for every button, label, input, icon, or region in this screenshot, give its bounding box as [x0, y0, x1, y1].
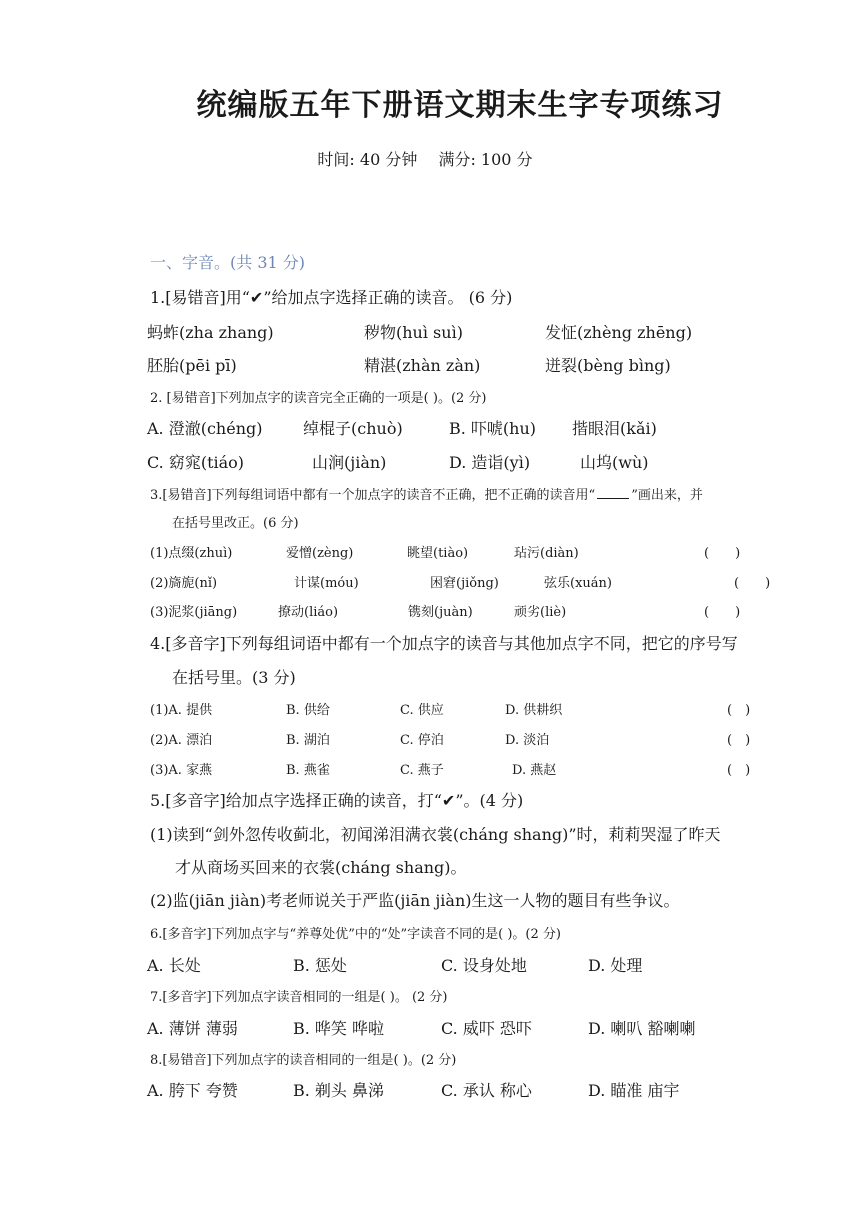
- q5-sentence: (1)读到“剑外忽传收蓟北，初闻涕泪满衣裳(cháng shang)”时，莉莉哭湿了昨天: [150, 825, 721, 844]
- question-3-stem: [150, 484, 703, 503]
- q1-item: 秽物(huì suì): [364, 323, 463, 342]
- exam-meta: [0, 147, 850, 170]
- q8-option: A. 胯下 夸赞: [147, 1081, 238, 1100]
- q3-stem-part: ”画出来，并: [631, 488, 703, 503]
- q3-item: 计谋(móu): [294, 576, 359, 591]
- q7-option: B. 哗笑 哗啦: [293, 1019, 385, 1038]
- q1-item: 胚胎(pēi pī): [147, 356, 237, 375]
- q1-item: 迸裂(bèng bìng): [545, 356, 671, 375]
- q4-option: (3)A. 家燕: [150, 763, 213, 778]
- q3-item: (2)旖旎(nǐ): [150, 576, 218, 591]
- q8-option: B. 剃头 鼻涕: [293, 1081, 385, 1100]
- q2-option: 山坞(wù): [580, 453, 649, 472]
- q6-option: A. 长处: [147, 956, 201, 975]
- question-7-stem: 7.[多音字]下列加点字读音相同的一组是( )。 (2 分): [150, 990, 448, 1005]
- question-4-stem: 4.[多音字]下列每组词语中都有一个加点字的读音与其他加点字不同，把它的序号写: [150, 634, 738, 653]
- answer-bracket: ( ): [704, 546, 741, 561]
- q3-item: 弦乐(xuán): [544, 576, 612, 591]
- question-4-stem-cont: 在括号里。(3 分): [172, 668, 296, 687]
- q3-item: (1)点缀(zhuì): [150, 546, 233, 561]
- q1-item: 发怔(zhèng zhēng): [545, 323, 693, 342]
- q6-option: C. 设身处地: [441, 956, 527, 975]
- answer-bracket: ( ): [704, 605, 741, 620]
- q6-option: B. 惩处: [293, 956, 347, 975]
- q3-item: 眺望(tiào): [407, 546, 469, 561]
- q1-item: 精湛(zhàn zàn): [364, 356, 481, 375]
- q2-option: B. 吓唬(hu): [449, 419, 537, 438]
- q7-option: C. 威吓 恐吓: [441, 1019, 532, 1038]
- question-5-stem: 5.[多音字]给加点字选择正确的读音，打“✔”。(4 分): [150, 791, 524, 810]
- q4-option: B. 湖泊: [286, 733, 330, 748]
- question-6-stem: 6.[多音字]下列加点字与“养尊处优”中的“处”字读音不同的是( )。(2 分): [150, 927, 561, 942]
- q8-option: D. 瞄准 庙宇: [588, 1081, 680, 1100]
- answer-bracket: ( ): [727, 733, 751, 748]
- q6-option: D. 处理: [588, 956, 643, 975]
- answer-bracket: ( ): [727, 703, 751, 718]
- q4-option: C. 停泊: [400, 733, 444, 748]
- q4-option: B. 供给: [286, 703, 330, 718]
- q3-item: 玷污(diàn): [514, 546, 579, 561]
- q4-option: D. 燕赵: [512, 763, 557, 778]
- q7-option: D. 喇叭 豁喇喇: [588, 1019, 696, 1038]
- question-8-stem: 8.[易错音]下列加点字的读音相同的一组是( )。(2 分): [150, 1053, 457, 1068]
- question-2-stem: 2. [易错音]下列加点字的读音完全正确的一项是( )。(2 分): [150, 391, 487, 406]
- q2-option: 绰棍子(chuò): [303, 419, 403, 438]
- question-1-stem: 1.[易错音]用“✔”给加点字选择正确的读音。 (6 分): [150, 288, 513, 307]
- q4-option: D. 供耕织: [505, 703, 563, 718]
- underline-blank: [597, 486, 629, 499]
- q4-option: (1)A. 提供: [150, 703, 213, 718]
- q4-option: C. 供应: [400, 703, 444, 718]
- question-3-stem-cont: 在括号里改正。(6 分): [172, 516, 299, 531]
- q8-option: C. 承认 称心: [441, 1081, 532, 1100]
- section-heading: 一、字音。(共 31 分): [150, 253, 306, 272]
- q5-sentence: (2)监(jiān jiàn)考老师说关于严监(jiān jiàn)生这一人物的题目有些争议。: [150, 891, 680, 910]
- q5-sentence: 才从商场买回来的衣裳(cháng shang)。: [175, 858, 467, 877]
- q2-option: A. 澄澈(chéng): [147, 419, 263, 438]
- q3-item: (3)泥浆(jiāng): [150, 605, 238, 620]
- q3-item: 爱憎(zèng): [286, 546, 354, 561]
- q3-item: 撩动(liáo): [278, 605, 339, 620]
- page-title: 统编版五年下册语文期末生字专项练习: [196, 88, 724, 123]
- q3-item: 顽劣(liè): [514, 605, 567, 620]
- q3-stem-part: 3.[易错音]下列每组词语中都有一个加点字的读音不正确，把不正确的读音用“: [150, 488, 596, 503]
- full-score: 满分: 100 分: [438, 150, 533, 169]
- q4-option: (2)A. 漂泊: [150, 733, 213, 748]
- answer-bracket: ( ): [727, 763, 751, 778]
- q4-option: D. 淡泊: [505, 733, 550, 748]
- q2-option: C. 窈窕(tiáo): [147, 453, 245, 472]
- q2-option: 山涧(jiàn): [312, 453, 387, 472]
- q3-item: 镌刻(juàn): [408, 605, 473, 620]
- time-limit: 时间: 40 分钟: [317, 150, 418, 169]
- q7-option: A. 薄饼 薄弱: [147, 1019, 238, 1038]
- q2-option: D. 造诣(yì): [449, 453, 531, 472]
- q4-option: C. 燕子: [400, 763, 444, 778]
- q3-item: 困窘(jiǒng): [430, 576, 499, 591]
- q4-option: B. 燕雀: [286, 763, 330, 778]
- answer-bracket: ( ): [734, 576, 771, 591]
- q1-item: 蚂蚱(zha zhang): [147, 323, 274, 342]
- q2-option: 揩眼泪(kǎi): [572, 419, 657, 438]
